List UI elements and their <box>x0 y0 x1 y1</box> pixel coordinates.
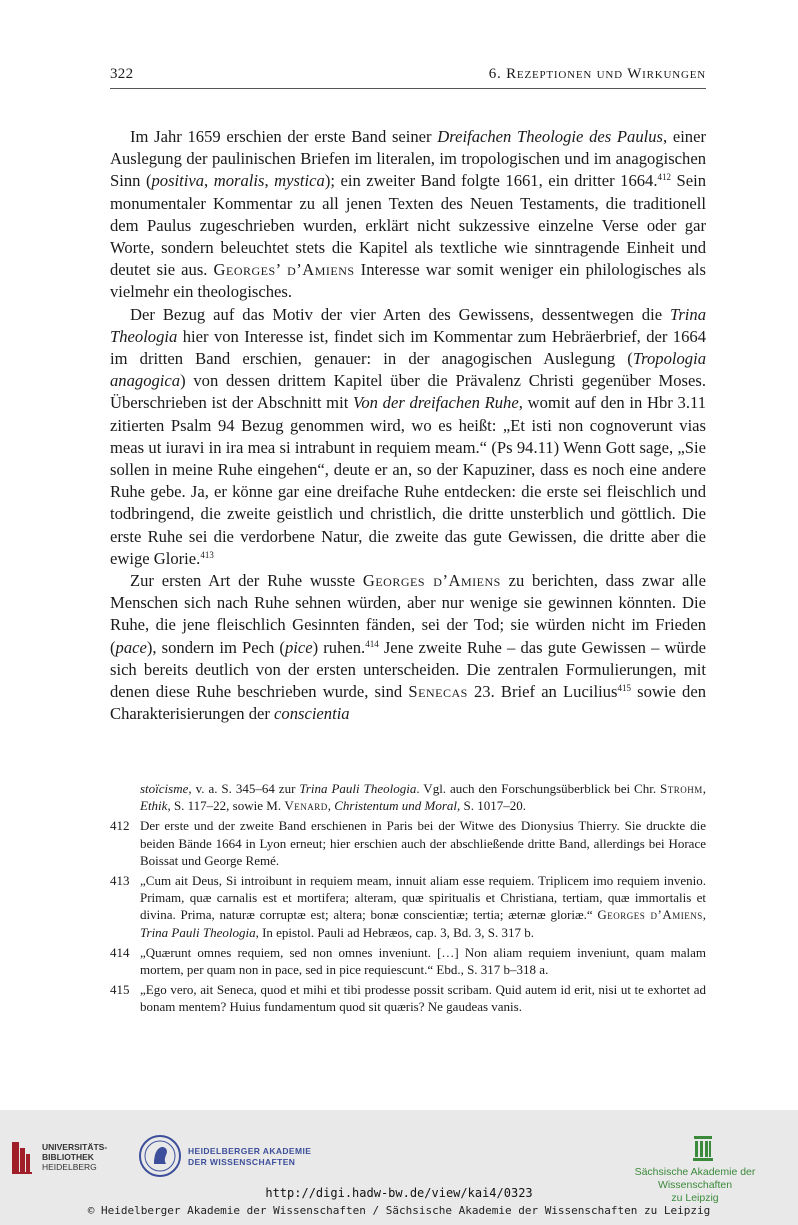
academy-seal-icon <box>138 1134 182 1178</box>
copyright-notice: © Heidelberger Akademie der Wissenschaften / Sächsische Akademie der Wissenschaften zu Leipzig <box>87 1204 711 1217</box>
footnote-413: 413 „Cum ait Deus, Si introibunt in requiem meam, innuit aliam esse requiem. Triplicem imo requiem invenio. Primam, quæ carnalis est et mortifera; alteram, quæ spiritualis et Christiana, tertiam, quæ immortalis et divina. Prima, naturæ corruptæ est; altera; bonæ conscientiæ; tertia; æternæ gloriæ.“ Georges d’Amiens, Trina Pauli Theologia, In epistol. Pauli ad Hebræos, cap. 3, Bd. 3, S. 317 b. <box>110 873 707 940</box>
page-number: 322 <box>110 66 134 82</box>
ub-heidelberg-icon <box>10 1138 36 1176</box>
author-name: Georges’ d’Amiens <box>213 260 355 280</box>
footnote-number: 414 <box>110 944 130 960</box>
author-name: Georges d’Amiens <box>362 571 501 591</box>
footnotes <box>110 780 706 1016</box>
chapter-title: 6. Rezeptionen und Wirkungen <box>488 66 706 82</box>
footnote-414: 414 „Quærunt omnes requiem, sed non omnes inveniunt. […] Non aliam requiem inveniunt, quam malam mortem, per quam non in pace, sed in pice requiescunt.“ Ebd., S. 317 b–318 a. <box>110 944 706 978</box>
footnote-number: 412 <box>110 818 130 834</box>
main-text <box>110 126 706 725</box>
footnote-ref-414: 414 <box>365 638 379 649</box>
footnote-number: 415 <box>110 982 130 998</box>
footnote-number: 413 <box>110 873 130 889</box>
footnote-ref-413: 413 <box>200 549 214 560</box>
permalink-url[interactable]: http://digi.hadw-bw.de/view/kai4/0323 <box>265 1186 533 1200</box>
saw-leipzig-logo[interactable]: Sächsische Akademie der Wissenschaften zu Leipzig <box>600 1132 790 1202</box>
footnote-415: 415 „Ego vero, ait Seneca, quod et mihi et tibi prodesse possit scribam. Quid autem id erit, nisi ut te exhortet ad bonam mentem? Huius fundamentum quod sit quæris? Ne gaudeas vanis. <box>110 982 706 1015</box>
paragraph-1: Im Jahr 1659 erschien der erste Band seiner Dreifachen Theologie des Paulus, einer Auslegung der paulinischen Briefen im literalen, im tropologischen und im anagogischen Sinn (positiva, moralis, mystica); ein zweiter Band folgte 1661, ein dritter 1664.$^{412}$ Sein monumentaler Kommentar zu all jenen Texten des Neuen Testaments, die traditionell dem Paulus zugeschrieben wurden, erklärt nicht sukzessive einzelne Verse oder gar Worte, sondern beleuchtet stets die Kapitel als textliche wie sinntragende Einheit und deutet sie aus. Georges’ d’Amiens Interesse war somit weniger ein philologisches als vielmehr ein theologisches. <box>110 127 707 302</box>
footnote-412: 412 Der erste und der zweite Band erschienen in Paris bei der Witwe des Dionysius Thierry. Sie druckte die beiden Bände 1664 in Lyon erneut; hier erschien auch der abschließende dritte Band, allerdings bei Horace Boissat und George Remé. <box>110 818 706 868</box>
hawk-logo[interactable]: HEIDELBERGER AKADEMIE DER WISSENSCHAFTEN <box>138 1134 318 1186</box>
paragraph-3: Zur ersten Art der Ruhe wusste Georges d’Amiens zu berichten, dass zwar alle Menschen sich nach Ruhe sehnen würden, aber nur wenige sie gewinnen könnten. Die Ruhe, die jene fleischlich Gesinnten fänden, sei der Tod; sie würden nicht im Frieden (pace), sondern im Pech (pice) ruhen.$^{414}$ Jene zweite Ruhe – das gute Gewissen – würde sich bereits deutlich von der ersten unterscheiden. Die zentralen Formulierungen, mit denen diese Ruhe beschrieben wurde, sind Senecas 23. Brief an Lucilius$^{415}$ sowie den Charakterisierungen der conscientia <box>110 571 707 724</box>
footnote-ref-412: 412 <box>657 172 671 183</box>
ub-heidelberg-logo[interactable]: UNIVERSITÄTS- BIBLIOTHEK HEIDELBERG <box>10 1138 130 1178</box>
academy-building-icon <box>692 1132 714 1162</box>
footnote-ref-415: 415 <box>617 683 631 694</box>
running-header <box>110 66 706 89</box>
paragraph-2: Der Bezug auf das Motiv der vier Arten des Gewissens, dessentwegen die Trina Theologia hier von Interesse ist, findet sich im Kommentar zum Hebräerbrief, der 1664 im dritten Band erschien, genauer: in der anagogischen Auslegung (Tropologia anagogica) von dessen drittem Kapitel über die Prävalenz Christi gegenüber Moses. Überschrieben ist der Abschnitt mit Von der dreifachen Ruhe, womit auf den in Hbr 3.11 zitierten Psalm 94 Bezug genommen wird, wo es heißt: „Et isti non cognoverunt vias meas ut iuravi in ira mea si intrabunt in requiem meam.“ (Ps 94.11) Wenn Gott sage, „Sie sollen in meine Ruhe eingehen“, deute er an, so der Kapuziner, dass es noch eine andere Ruhe gebe. Ja, er könne gar eine dreifache Ruhe entdecken: die erste sei fleischlich und todbringend, die zweite geistlich und christlich, die dritte unsterblich und göttlich. Die erste Ruhe sei die verdorbene Natur, die zweite das gute Gewissen, die dritte aber die ewige Glorie.$^{413}$ <box>110 304 706 568</box>
footnote-continuation: stoïcisme, v. a. S. 345–64 zur Trina Pauli Theologia. Vgl. auch den Forschungsüberblick bei Chr. Strohm, Ethik, S. 117–22, sowie M. Venard, Christentum und Moral, S. 1017–20. <box>140 781 707 814</box>
